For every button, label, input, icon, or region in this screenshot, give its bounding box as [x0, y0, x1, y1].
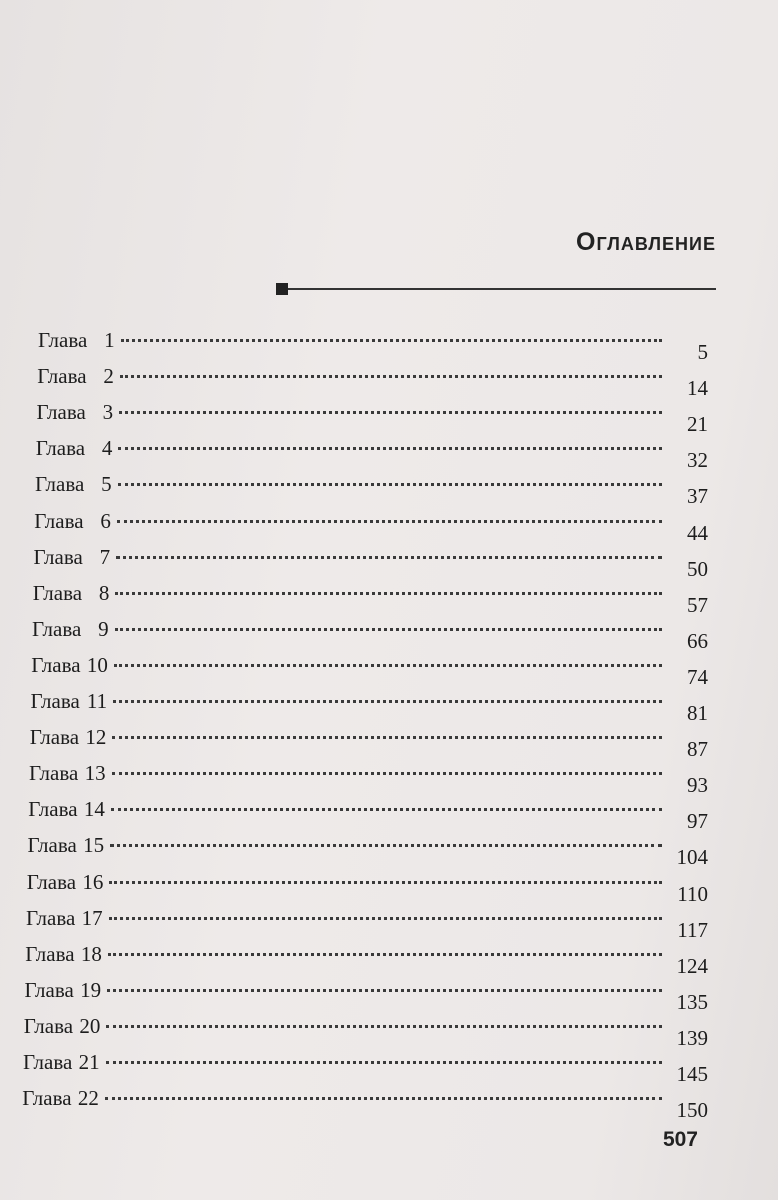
toc-entry[interactable]: [33, 544, 709, 581]
toc-entry[interactable]: [34, 508, 708, 545]
chapter-number: 21: [78, 1050, 100, 1074]
chapter-word: Глава: [29, 725, 80, 750]
toc-page-number: 87: [687, 737, 708, 762]
toc-entry[interactable]: [36, 400, 709, 437]
dot-leader: [117, 520, 662, 523]
toc-page-number: 37: [687, 484, 708, 509]
dot-leader: [112, 772, 662, 775]
chapter-number: 20: [79, 1013, 101, 1038]
toc-entry-label: [32, 617, 109, 642]
toc-entry-label: [27, 870, 104, 895]
chapter-number: 3: [102, 400, 114, 425]
chapter-word: Глава: [28, 797, 78, 822]
dot-leader: [107, 989, 662, 992]
folio-page-number: 507: [662, 1128, 698, 1151]
chapter-word: Глава: [32, 616, 82, 641]
toc-page-number: 93: [687, 773, 708, 798]
toc-page-number: 124: [676, 953, 708, 978]
chapter-word: Глава: [26, 869, 77, 894]
toc-entry-label: [34, 545, 111, 570]
chapter-word: Глава: [35, 436, 86, 461]
toc-entry-label: [22, 1086, 99, 1111]
chapter-word: Глава: [35, 472, 85, 497]
toc-entry-label: [35, 472, 112, 497]
toc-entry[interactable]: [31, 652, 708, 689]
toc-entry-label: [36, 436, 113, 461]
toc-entry[interactable]: [32, 616, 708, 653]
toc-entry-label: [23, 1050, 100, 1075]
chapter-number: 12: [85, 725, 107, 750]
toc-entry-label: [38, 328, 115, 353]
dot-leader: [105, 1097, 662, 1100]
chapter-number: 4: [101, 436, 113, 461]
toc-page-number: 32: [687, 448, 708, 473]
chapter-number: 8: [98, 580, 110, 605]
toc-entry-label: [29, 761, 106, 786]
chapter-word: Глава: [24, 977, 74, 1002]
toc-page-number: 66: [687, 628, 708, 653]
toc-entry[interactable]: [24, 977, 709, 1014]
toc-entry[interactable]: [30, 689, 709, 725]
chapter-number: 5: [101, 472, 112, 497]
toc-entry-label: [25, 942, 102, 967]
dot-leader: [114, 664, 662, 667]
toc-page-number: 44: [687, 520, 708, 545]
toc-page-number: 117: [677, 917, 708, 942]
chapter-word: Глава: [37, 364, 87, 389]
toc-entry[interactable]: [28, 797, 708, 834]
toc-entry[interactable]: [35, 436, 708, 473]
dot-leader: [120, 375, 662, 378]
chapter-number: 17: [81, 905, 103, 930]
dot-leader: [111, 808, 662, 811]
toc-entry-label: [28, 833, 105, 858]
chapter-word: Глава: [26, 905, 76, 930]
dot-leader: [121, 339, 662, 342]
toc-page-number: 104: [676, 845, 708, 870]
toc-entry-label: [28, 797, 105, 822]
toc-page-number: 145: [676, 1062, 708, 1086]
dot-leader: [109, 881, 662, 884]
toc-entry-label: [31, 689, 108, 714]
toc-entry[interactable]: [26, 905, 708, 942]
chapter-word: Глава: [32, 580, 83, 605]
toc-entry[interactable]: [32, 580, 708, 617]
toc-page-number: 135: [676, 989, 708, 1014]
dot-leader: [106, 1025, 662, 1028]
chapter-number: 9: [98, 616, 109, 641]
chapter-word: Глава: [23, 1050, 73, 1074]
toc-entry-label: [34, 509, 111, 534]
dot-leader: [113, 700, 662, 703]
toc-entry[interactable]: [35, 472, 708, 509]
toc-page-number: 5: [697, 340, 708, 364]
toc-page-number: 21: [687, 412, 708, 437]
chapter-number: 16: [82, 869, 104, 894]
chapter-word: Глава: [36, 400, 86, 425]
chapter-number: 19: [80, 977, 102, 1002]
toc-page-number: 74: [687, 664, 708, 689]
toc-page-number: 150: [676, 1098, 708, 1123]
chapter-number: 10: [86, 652, 108, 677]
chapter-word: Глава: [22, 1086, 72, 1111]
toc-entry[interactable]: [38, 328, 708, 364]
toc-entry[interactable]: [25, 941, 708, 978]
chapter-number: 11: [86, 689, 108, 713]
toc-entry[interactable]: [22, 1086, 708, 1123]
toc-entry[interactable]: [29, 725, 708, 762]
toc-entry[interactable]: [37, 364, 708, 401]
chapter-word: Глава: [25, 941, 75, 966]
chapter-word: Глава: [38, 328, 88, 352]
toc-entry-label: [31, 653, 108, 678]
dot-leader: [108, 953, 662, 956]
chapter-word: Глава: [23, 1013, 74, 1038]
toc-entry-label: [37, 364, 114, 389]
toc-page-number: 57: [687, 592, 708, 617]
chapter-number: 7: [99, 544, 111, 569]
toc-page-number: 139: [676, 1025, 708, 1050]
toc-entry[interactable]: [26, 869, 708, 906]
chapter-number: 6: [100, 508, 111, 533]
toc-page-number: 110: [677, 881, 708, 906]
dot-leader: [106, 1061, 662, 1064]
toc-entry-label: [24, 1014, 101, 1039]
toc-page-number: 14: [687, 376, 708, 401]
dot-leader: [110, 844, 662, 847]
chapter-number: 13: [84, 761, 106, 786]
toc-entry-label: [37, 400, 114, 425]
chapter-number: 18: [80, 941, 102, 966]
toc-entry[interactable]: [23, 1050, 708, 1086]
chapter-number: 14: [83, 797, 105, 822]
dot-leader: [112, 736, 662, 739]
dot-leader: [119, 411, 662, 414]
toc-entry-label: [33, 581, 110, 606]
chapter-number: 15: [83, 833, 105, 858]
chapter-word: Глава: [30, 689, 80, 713]
toc-page-number: 50: [687, 556, 708, 581]
toc-page-number: 81: [687, 701, 708, 725]
toc-entry-label: [30, 725, 107, 750]
chapter-word: Глава: [34, 508, 84, 533]
dot-leader: [118, 483, 662, 486]
chapter-word: Глава: [31, 652, 81, 677]
chapter-word: Глава: [27, 833, 77, 858]
dot-leader: [118, 447, 662, 450]
toc-page-number: 97: [687, 809, 708, 834]
chapter-number: 2: [103, 364, 114, 389]
toc-entry-label: [25, 978, 102, 1003]
dot-leader: [115, 592, 662, 595]
dot-leader: [109, 917, 662, 920]
toc-entry[interactable]: [29, 761, 708, 798]
toc-entry[interactable]: [27, 833, 709, 870]
toc-entry-label: [26, 906, 103, 931]
dot-leader: [115, 628, 662, 631]
chapter-number: 1: [104, 328, 115, 352]
chapter-word: Глава: [33, 544, 83, 569]
dot-leader: [116, 556, 662, 559]
toc-entry[interactable]: [23, 1013, 708, 1050]
page-title: Оглавление: [576, 228, 716, 256]
chapter-number: 22: [77, 1086, 99, 1111]
chapter-word: Глава: [29, 761, 79, 786]
